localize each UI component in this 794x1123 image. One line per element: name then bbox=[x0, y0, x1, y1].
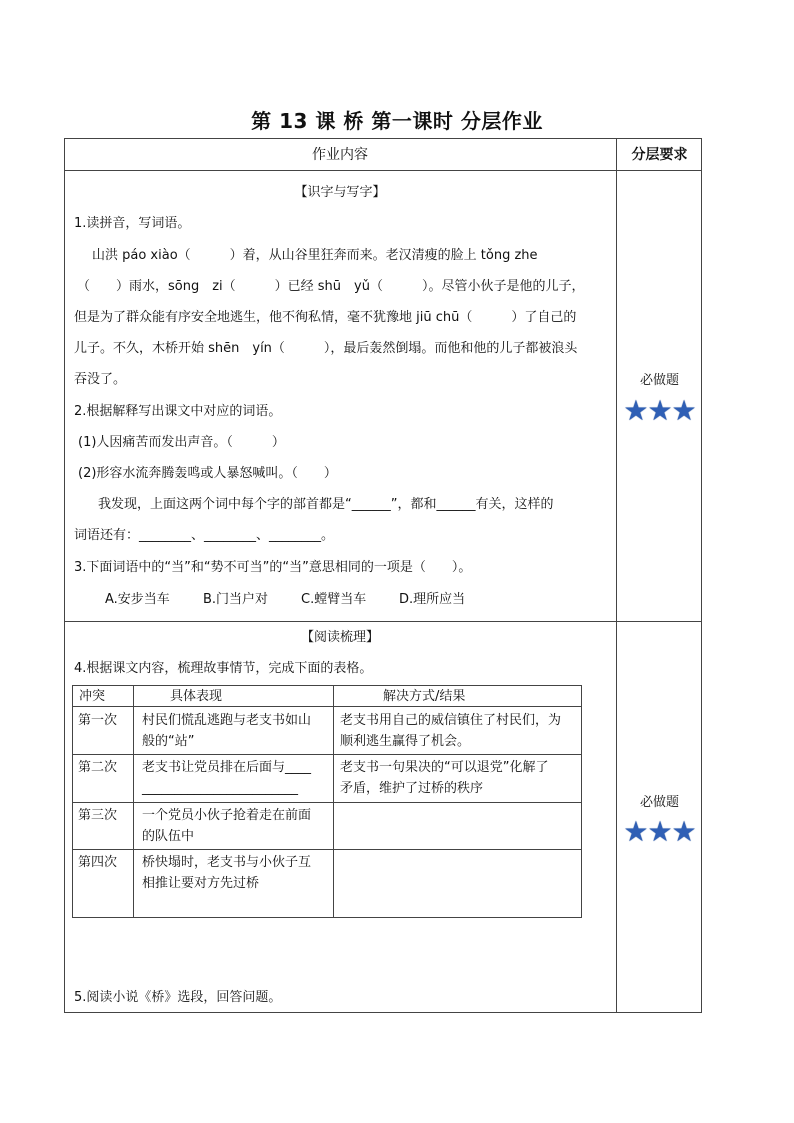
question-2-a: (1)人因痛苦而发出声音。（ ） bbox=[78, 435, 285, 450]
header-requirement: 分层要求 bbox=[631, 147, 688, 163]
question-4: 4.根据课文内容，梳理故事情节，完成下面的表格。 bbox=[74, 661, 373, 676]
q3-option-b: B.门当户对 bbox=[203, 592, 269, 607]
q1-line: （ ）雨水，sōng zi（ ）已经 shū yǔ（ ）。尽管小伙子是他的儿子， bbox=[77, 279, 585, 294]
plot-table-cell: 村民们慌乱逃跑与老支书如山 bbox=[142, 713, 312, 728]
plot-table-cell: 老支书一句果决的“可以退党”化解了 bbox=[340, 760, 549, 775]
plot-table-row-divider bbox=[72, 706, 582, 707]
plot-table-cell: 第二次 bbox=[78, 760, 118, 775]
q3-option-c: C.螳臂当车 bbox=[301, 592, 367, 607]
plot-table-cell: 老支书用自己的威信镇住了村民们，为 bbox=[340, 713, 562, 728]
requirement-label: 必做题 bbox=[639, 373, 679, 388]
question-2-d: 词语还有：________、________、________。 bbox=[74, 528, 335, 543]
q1-line: 山洪 páo xiào（ ）着，从山谷里狂奔而来。老汉清瘦的脸上 tǒng zhe bbox=[92, 248, 538, 263]
q1-line: 但是为了群众能有序安全地逃生，他不徇私情，毫不犹豫地 jiū chū（ ）了自己的 bbox=[74, 310, 577, 325]
plot-table-header: 具体表现 bbox=[170, 689, 223, 704]
plot-table-cell: 的队伍中 bbox=[142, 829, 195, 844]
plot-table-cell: 老支书让党员排在后面与____ bbox=[142, 760, 312, 775]
question-5: 5.阅读小说《桥》选段，回答问题。 bbox=[74, 990, 282, 1005]
question-3: 3.下面词语中的“当”和“势不可当”的“当”意思相同的一项是（ ）。 bbox=[74, 560, 472, 575]
plot-table-cell: 般的“站” bbox=[142, 734, 195, 749]
section-heading-literacy: 【识字与写字】 bbox=[294, 185, 386, 200]
plot-table-row-divider bbox=[72, 802, 582, 803]
plot-table-cell: 桥快塌时，老支书与小伙子互 bbox=[142, 855, 312, 870]
plot-table-cell: 一个党员小伙子抢着走在前面 bbox=[142, 808, 312, 823]
plot-table-cell: 第三次 bbox=[78, 808, 118, 823]
star-rating: ★★★ bbox=[623, 394, 696, 427]
plot-table-header: 解决方式/结果 bbox=[383, 689, 466, 704]
q1-line: 吞没了。 bbox=[74, 372, 127, 387]
page-title: 第 13 课 桥 第一课时 分层作业 bbox=[251, 109, 543, 133]
section-divider bbox=[64, 621, 702, 622]
question-2-b: (2)形容水流奔腾轰鸣或人暴怒喊叫。（ ） bbox=[78, 466, 337, 481]
plot-table-cell: ________________________ bbox=[142, 781, 298, 796]
header-divider bbox=[64, 170, 702, 171]
section-heading-reading: 【阅读梳理】 bbox=[300, 630, 379, 645]
plot-table-header: 冲突 bbox=[79, 689, 106, 704]
q3-option-a: A.安步当车 bbox=[105, 592, 170, 607]
plot-table-cell: 顺利逃生赢得了机会。 bbox=[340, 734, 471, 749]
question-2: 2.根据解释写出课文中对应的词语。 bbox=[74, 404, 282, 419]
star-rating: ★★★ bbox=[623, 815, 696, 848]
plot-table-cell: 相推让要对方先过桥 bbox=[142, 876, 260, 891]
q3-option-d: D.理所应当 bbox=[399, 592, 466, 607]
requirement-label: 必做题 bbox=[639, 795, 679, 810]
plot-table-cell: 第一次 bbox=[78, 713, 118, 728]
header-content: 作业内容 bbox=[312, 147, 368, 163]
plot-table-cell: 第四次 bbox=[78, 855, 118, 870]
plot-table-row-divider bbox=[72, 754, 582, 755]
question-1: 1.读拼音，写词语。 bbox=[74, 216, 191, 231]
column-divider bbox=[616, 138, 617, 1013]
plot-table-row-divider bbox=[72, 849, 582, 850]
question-2-c: 我发现，上面这两个词中每个字的部首都是“______”，都和______有关，这样的 bbox=[98, 497, 554, 512]
plot-table-cell: 矛盾，维护了过桥的秩序 bbox=[340, 781, 484, 796]
q1-line: 儿子。不久，木桥开始 shēn yín（ ），最后轰然倒塌。而他和他的儿子都被浪头 bbox=[74, 341, 578, 356]
